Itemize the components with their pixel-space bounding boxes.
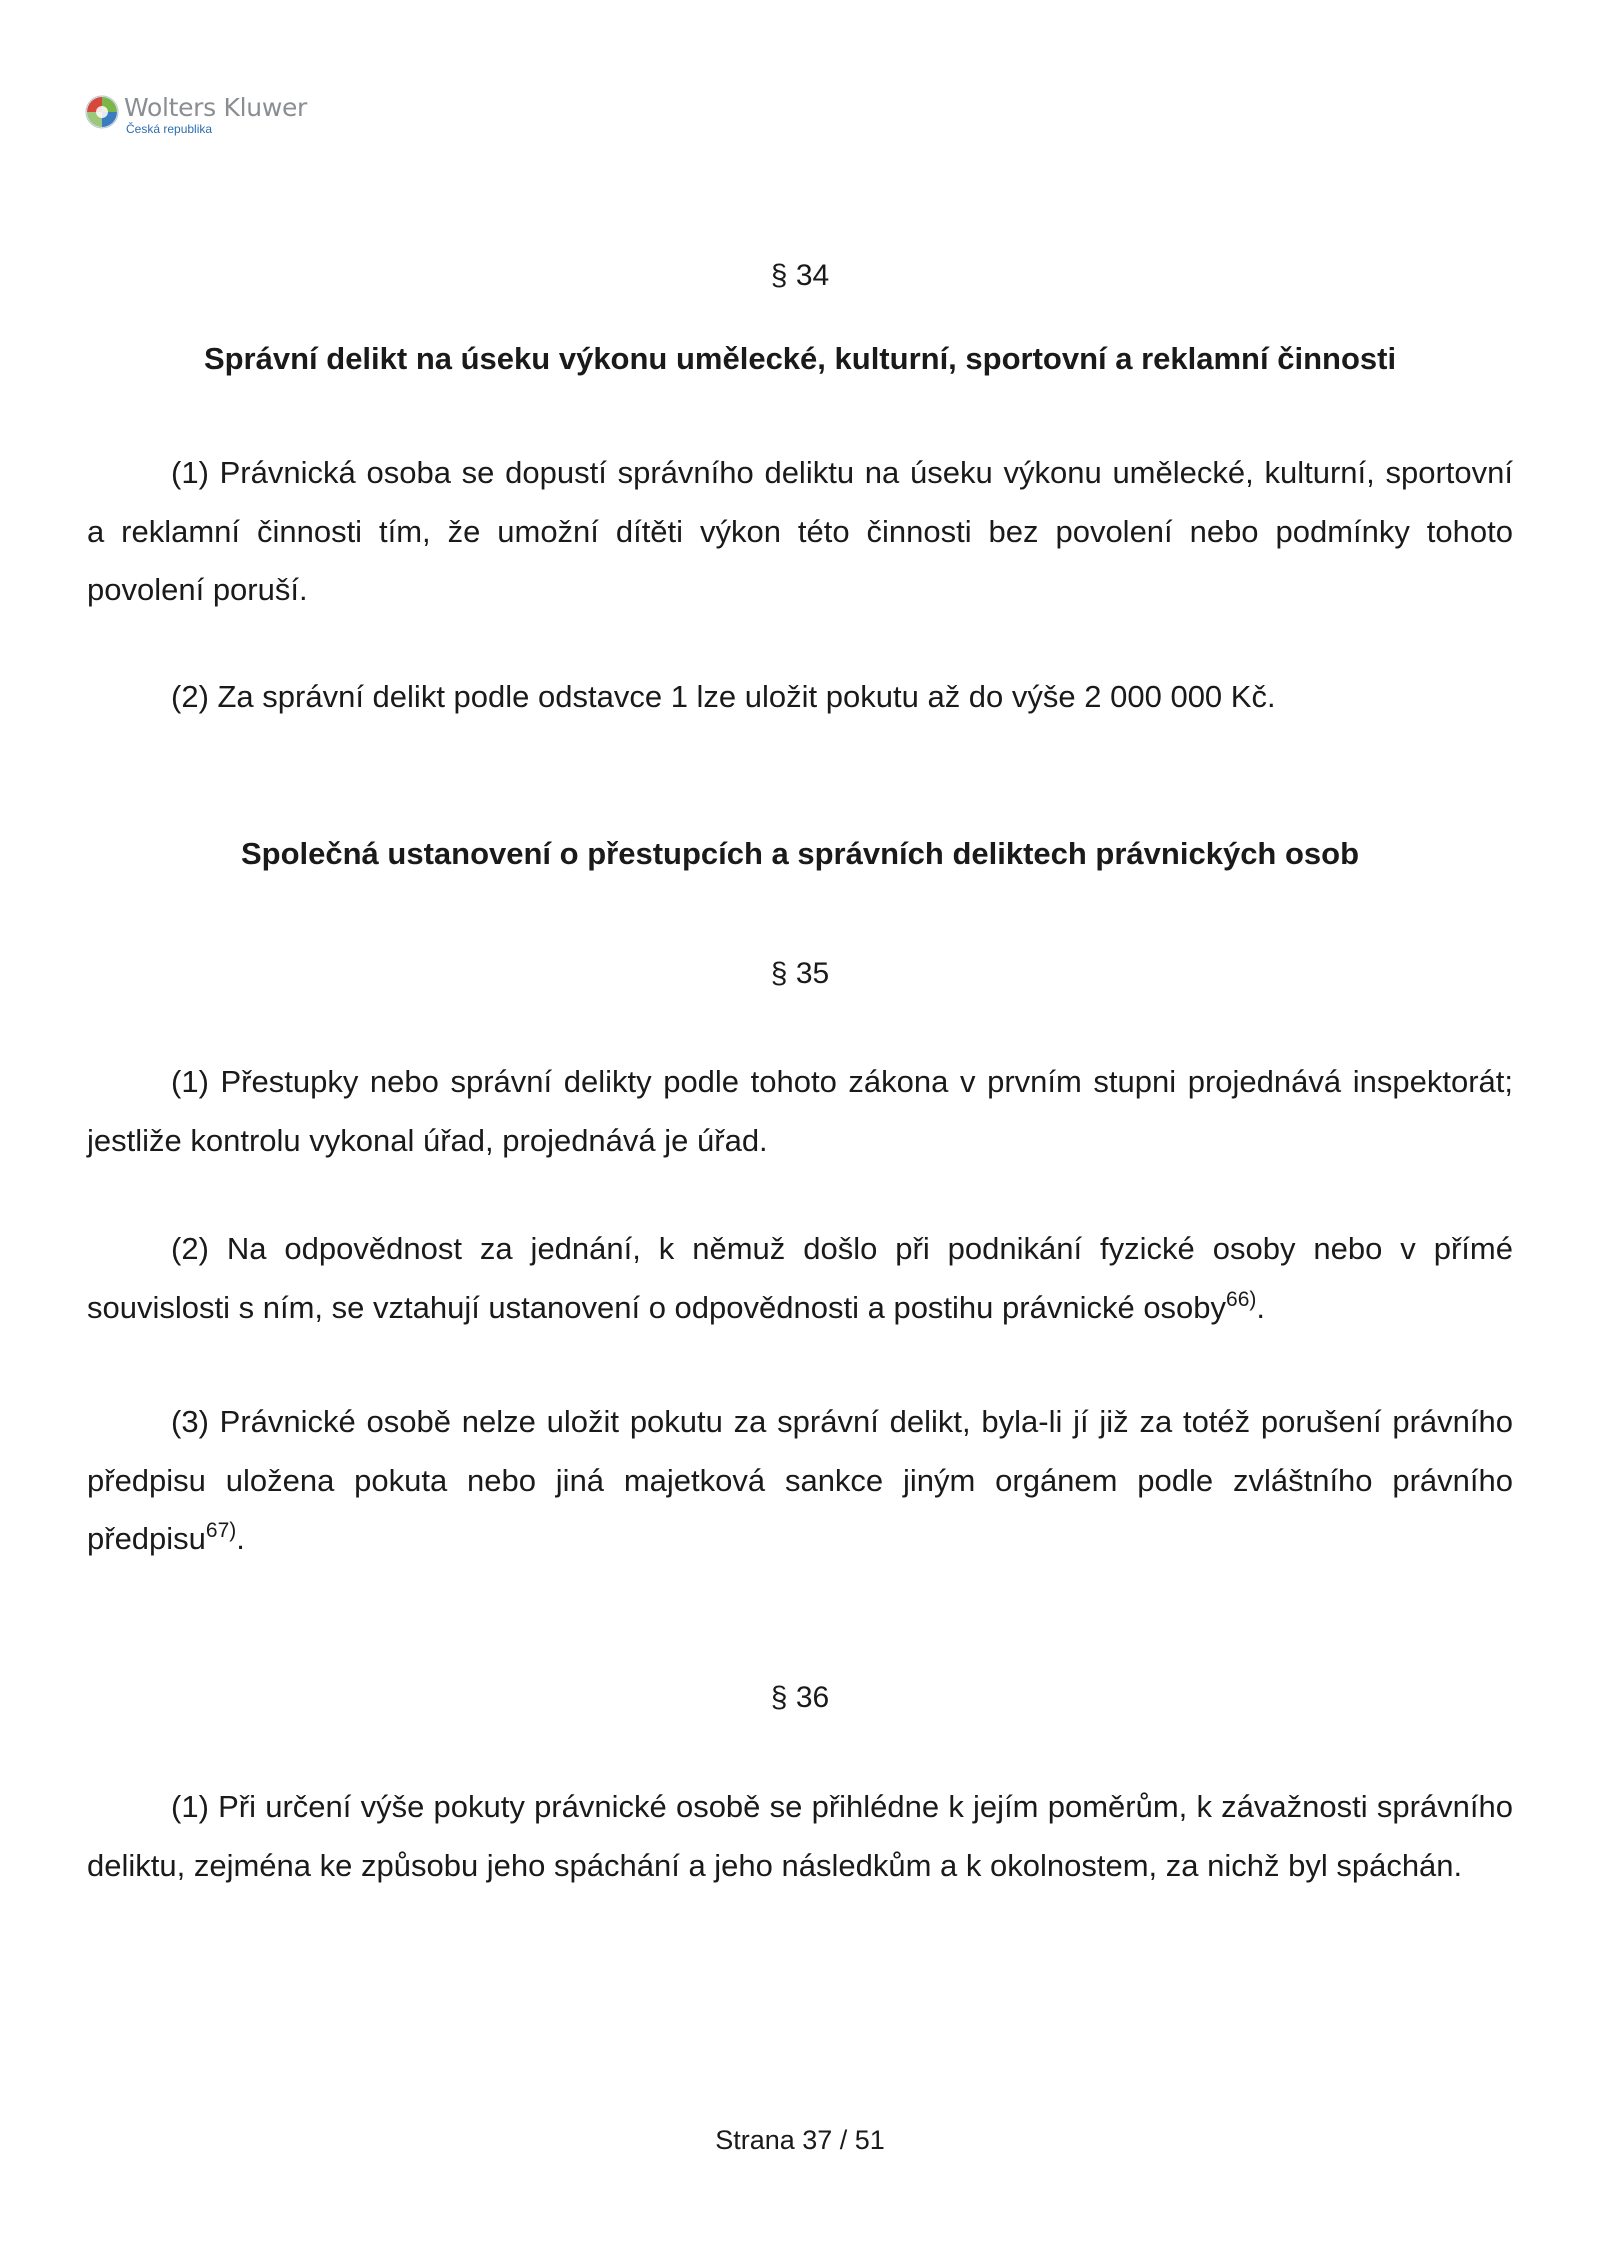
wolters-kluwer-globe-logo-icon bbox=[84, 94, 120, 130]
section-35-paragraph-1: (1) Přestupky nebo správní delikty podle tohoto zákona v prvním stupni projednává inspektorát; jestliže kontrolu vykonal úřad, projednává je úřad. bbox=[87, 1064, 1513, 1158]
section-36-paragraph-1: (1) Při určení výše pokuty právnické osobě se přihlédne k jejím poměrům, k závažnosti správního deliktu, zejména ke způsobu jeho spáchání a jeho následkům a k okolnostem, za nichž byl spáchán. bbox=[87, 1789, 1513, 1883]
section-35-paragraph-2-text: (2) Na odpovědnost za jednání, k němuž došlo při podnikání fyzické osoby nebo v přímé souvislosti s ním, se vztahují ustanovení o odpovědnosti a postihu právnické osoby bbox=[87, 1231, 1513, 1325]
section-35-paragraph-2 bbox=[87, 1220, 1513, 1337]
section-35-paragraph-3-text: (3) Právnické osobě nelze uložit pokutu za správní delikt, byla-li jí již za totéž porušení právního předpisu uložena pokuta nebo jiná majetková sankce jiným orgánem podle zvláštního právního předpisu bbox=[87, 1404, 1513, 1556]
logo bbox=[84, 94, 324, 138]
logo-subtitle: Česká republika bbox=[126, 122, 213, 136]
section-35-paragraph-2-end: . bbox=[1256, 1289, 1266, 1325]
section-34-paragraph-2: (2) Za správní delikt podle odstavce 1 lze uložit pokutu až do výše 2 000 000 Kč. bbox=[171, 679, 1276, 714]
footnote-ref-66: 66) bbox=[1226, 1287, 1257, 1311]
section-35-mark: § 35 bbox=[770, 957, 830, 990]
section-35-paragraph-3 bbox=[87, 1393, 1513, 1569]
section-34-mark: § 34 bbox=[770, 259, 830, 292]
section-34-paragraph-1: (1) Právnická osoba se dopustí správního deliktu na úseku výkonu umělecké, kulturní, sportovní a reklamní činnosti tím, že umožní dítěti výkon této činnosti bez povolení nebo podmínky tohoto povolení poruší. bbox=[87, 455, 1513, 607]
section-34-heading: Správní delikt na úseku výkonu umělecké, kulturní, sportovní a reklamní činnosti bbox=[203, 341, 1397, 376]
common-provisions-heading: Společná ustanovení o přestupcích a správních deliktech právnických osob bbox=[240, 836, 1360, 871]
page-number: Strana 37 / 51 bbox=[715, 2125, 885, 2155]
section-36-mark: § 36 bbox=[770, 1681, 830, 1714]
logo-brand-text: Wolters Kluwer bbox=[124, 93, 308, 122]
footnote-ref-67: 67) bbox=[205, 1519, 237, 1542]
section-35-paragraph-3-end: . bbox=[236, 1521, 245, 1556]
